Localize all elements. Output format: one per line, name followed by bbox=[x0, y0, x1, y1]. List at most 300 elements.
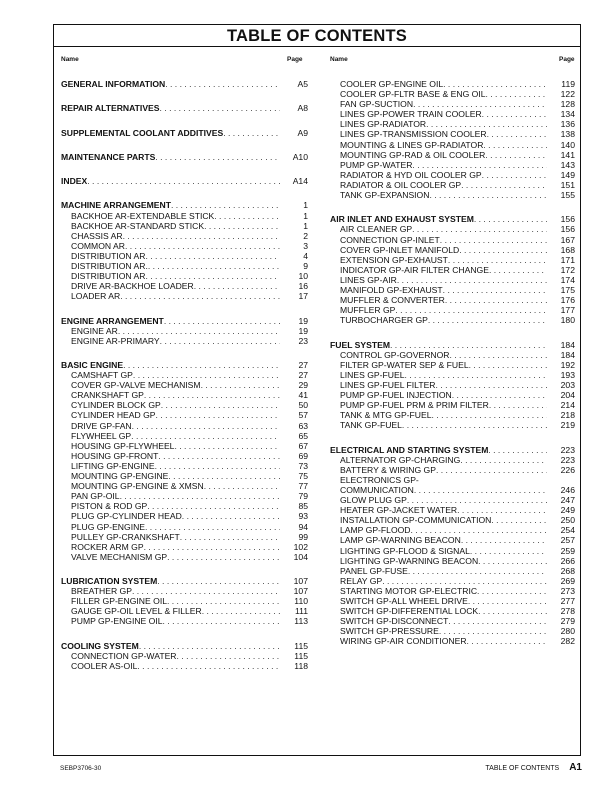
entry-page-number: 257 bbox=[560, 535, 575, 546]
toc-entry[interactable] bbox=[61, 380, 308, 390]
entry-name: TANK GP-EXPANSION bbox=[340, 190, 430, 201]
toc-entry[interactable] bbox=[330, 79, 575, 89]
dot-leader bbox=[457, 505, 547, 515]
entry-name: PUMP GP-WATER bbox=[340, 159, 413, 170]
dot-leader bbox=[201, 380, 280, 390]
toc-entry[interactable] bbox=[61, 586, 308, 596]
entry-name: LINES GP-TRANSMISSION COOLER bbox=[340, 129, 487, 140]
dot-leader bbox=[482, 170, 547, 180]
entry-page-number: 214 bbox=[560, 400, 575, 411]
entry-name: TURBOCHARGER GP bbox=[340, 315, 428, 326]
entry-name: PANEL GP-FUSE bbox=[340, 565, 408, 576]
entry-page-number: 249 bbox=[560, 505, 575, 516]
entry-page-number: 184 bbox=[560, 349, 575, 360]
toc-entry[interactable] bbox=[330, 360, 575, 370]
toc-entry[interactable] bbox=[330, 129, 575, 139]
toc-section-entry[interactable] bbox=[330, 214, 575, 224]
toc-frame bbox=[53, 24, 581, 756]
entry-name: AIR INLET AND EXHAUST SYSTEM bbox=[330, 214, 474, 225]
dot-leader bbox=[120, 291, 280, 301]
toc-section-entry[interactable] bbox=[61, 360, 308, 370]
toc-entry[interactable] bbox=[330, 535, 575, 545]
entry-name: SWITCH GP-PRESSURE bbox=[340, 626, 439, 637]
entry-name: DRIVE AR-BACKHOE LOADER bbox=[71, 281, 194, 292]
entry-page-number: 223 bbox=[560, 444, 575, 455]
toc-right-column bbox=[330, 79, 575, 646]
dot-leader bbox=[87, 176, 280, 186]
entry-name: COOLING SYSTEM bbox=[61, 640, 139, 651]
entry-page-number: 111 bbox=[294, 606, 308, 617]
dot-leader bbox=[390, 340, 547, 350]
toc-entry[interactable] bbox=[330, 265, 575, 275]
section-gap bbox=[61, 138, 308, 152]
dot-leader bbox=[485, 150, 547, 160]
entry-name: BATTERY & WIRING GP bbox=[340, 464, 436, 475]
dot-leader bbox=[165, 79, 280, 89]
toc-entry[interactable] bbox=[61, 451, 308, 461]
entry-name: ROCKER ARM GP bbox=[71, 541, 144, 552]
dot-leader bbox=[146, 271, 281, 281]
entry-name: INSTALLATION GP-COMMUNICATION bbox=[340, 515, 492, 526]
entry-name: COOLER AS-OIL bbox=[71, 660, 138, 671]
toc-entry[interactable] bbox=[330, 275, 575, 285]
toc-entry[interactable] bbox=[330, 140, 575, 150]
entry-page-number: 246 bbox=[560, 484, 575, 495]
toc-entry[interactable] bbox=[61, 400, 308, 410]
entry-name: SWITCH GP-DISCONNECT bbox=[340, 616, 449, 627]
entry-page-number: 73 bbox=[298, 460, 308, 471]
entry-page-number: 69 bbox=[298, 450, 308, 461]
entry-page-number: 167 bbox=[560, 234, 575, 245]
entry-page-number: 278 bbox=[560, 606, 575, 617]
entry-page-number: 9 bbox=[303, 260, 308, 271]
dot-leader bbox=[443, 285, 547, 295]
dot-leader bbox=[171, 200, 280, 210]
entry-name: MUFFLER GP bbox=[340, 305, 396, 316]
toc-section-entry[interactable] bbox=[61, 128, 308, 138]
entry-page-number: 119 bbox=[561, 79, 575, 89]
entry-page-number: 204 bbox=[560, 390, 575, 400]
toc-section-entry[interactable] bbox=[61, 641, 308, 651]
dot-leader bbox=[428, 315, 547, 325]
entry-name: PUMP GP-ENGINE OIL bbox=[71, 616, 163, 627]
entry-page-number: 192 bbox=[560, 359, 575, 370]
toc-entry[interactable] bbox=[330, 180, 575, 190]
dot-leader bbox=[123, 360, 280, 370]
dot-leader bbox=[133, 370, 280, 380]
entry-name: TANK & MTG GP-FUEL bbox=[340, 410, 432, 421]
toc-entry[interactable] bbox=[330, 485, 575, 495]
toc-entry[interactable] bbox=[61, 241, 308, 251]
entry-page-number: 3 bbox=[303, 240, 308, 251]
entry-name: CYLINDER BLOCK GP bbox=[71, 400, 161, 411]
entry-name: ALTERNATOR GP-CHARGING bbox=[340, 454, 461, 465]
dot-leader bbox=[131, 431, 280, 441]
dot-leader bbox=[478, 556, 547, 566]
toc-entry[interactable] bbox=[61, 431, 308, 441]
dot-leader bbox=[429, 190, 547, 200]
toc-entry[interactable] bbox=[61, 231, 308, 241]
toc-entry[interactable] bbox=[61, 481, 308, 491]
entry-name: LINES GP-RADIATOR bbox=[340, 119, 427, 130]
dot-leader bbox=[167, 552, 280, 562]
dot-leader bbox=[461, 180, 547, 190]
toc-entry[interactable] bbox=[330, 150, 575, 160]
dot-leader bbox=[467, 636, 547, 646]
dot-leader bbox=[202, 606, 280, 616]
toc-entry[interactable] bbox=[330, 465, 575, 475]
toc-entry[interactable] bbox=[330, 400, 575, 410]
entry-name: LUBRICATION SYSTEM bbox=[61, 576, 158, 587]
section-gap bbox=[61, 113, 308, 127]
entry-name: MOUNTING GP-ENGINE bbox=[71, 471, 169, 482]
section-gap bbox=[330, 430, 575, 444]
toc-entry[interactable] bbox=[330, 119, 575, 129]
section-gap bbox=[330, 325, 575, 339]
entry-page-number: 102 bbox=[293, 541, 308, 552]
entry-name: COVER GP-VALVE MECHANISM bbox=[71, 380, 201, 391]
entry-page-number: A9 bbox=[297, 127, 308, 138]
entry-page-number: 65 bbox=[298, 430, 308, 441]
toc-entry[interactable] bbox=[61, 532, 308, 542]
toc-entry[interactable] bbox=[330, 495, 575, 505]
toc-entry[interactable] bbox=[330, 505, 575, 515]
dot-leader bbox=[145, 522, 280, 532]
toc-entry[interactable] bbox=[61, 326, 308, 336]
entry-page-number: 156 bbox=[560, 224, 575, 235]
toc-entry[interactable] bbox=[61, 461, 308, 471]
toc-entry[interactable] bbox=[61, 522, 308, 532]
toc-entry[interactable] bbox=[330, 626, 575, 636]
entry-page-number: 1 bbox=[303, 210, 308, 221]
dot-leader bbox=[489, 265, 547, 275]
toc-section-entry[interactable] bbox=[61, 79, 308, 89]
entry-name: FILLER GP-ENGINE OIL bbox=[71, 596, 167, 607]
section-gap bbox=[61, 301, 308, 315]
toc-left-column bbox=[61, 79, 308, 671]
dot-leader bbox=[204, 481, 280, 491]
entry-page-number: 141 bbox=[560, 149, 575, 160]
dot-leader bbox=[414, 485, 547, 495]
toc-entry[interactable] bbox=[330, 515, 575, 525]
toc-entry[interactable] bbox=[330, 606, 575, 616]
toc-entry[interactable] bbox=[330, 315, 575, 325]
dot-leader bbox=[157, 576, 280, 586]
toc-entry[interactable] bbox=[330, 295, 575, 305]
toc-entry[interactable] bbox=[61, 542, 308, 552]
entry-name: CHASSIS AR bbox=[71, 230, 123, 241]
entry-page-number: 99 bbox=[298, 531, 308, 542]
toc-entry[interactable] bbox=[330, 616, 575, 626]
toc-entry[interactable] bbox=[61, 281, 308, 291]
entry-name: COVER GP-INLET MANIFOLD bbox=[340, 244, 460, 255]
toc-entry[interactable] bbox=[330, 190, 575, 200]
toc-entry[interactable] bbox=[61, 271, 308, 281]
toc-section-entry[interactable] bbox=[61, 576, 308, 586]
toc-section-entry[interactable] bbox=[330, 445, 575, 455]
toc-section-entry[interactable] bbox=[61, 103, 308, 113]
entry-page-number: 226 bbox=[560, 464, 575, 475]
entry-page-number: 269 bbox=[560, 575, 575, 586]
entry-name: SWITCH GP-ALL WHEEL DRIVE bbox=[340, 595, 468, 606]
dot-leader bbox=[482, 109, 547, 119]
entry-name: RADIATOR & OIL COOLER GP bbox=[340, 179, 462, 190]
entry-page-number: 29 bbox=[298, 380, 308, 391]
section-gap bbox=[61, 186, 308, 200]
entry-page-number: 223 bbox=[560, 454, 575, 465]
dot-leader bbox=[158, 451, 280, 461]
entry-name: INDICATOR GP-AIR FILTER CHANGE bbox=[340, 264, 489, 275]
toc-entry[interactable] bbox=[61, 221, 308, 231]
dot-leader bbox=[450, 350, 548, 360]
dot-leader bbox=[147, 501, 280, 511]
entry-name: HOUSING GP-FRONT bbox=[71, 450, 159, 461]
entry-page-number: 85 bbox=[298, 501, 308, 512]
entry-name: GAUGE GP-OIL LEVEL & FILLER bbox=[71, 606, 202, 617]
dot-leader bbox=[474, 214, 547, 224]
entry-page-number: 79 bbox=[298, 491, 308, 502]
section-gap bbox=[61, 89, 308, 103]
footer-section: TABLE OF CONTENTS bbox=[485, 765, 560, 772]
section-gap bbox=[61, 346, 308, 360]
entry-name: BREATHER GP bbox=[71, 586, 132, 597]
toc-entry[interactable] bbox=[61, 421, 308, 431]
entry-name: RELAY GP bbox=[340, 575, 383, 586]
toc-entry[interactable] bbox=[330, 586, 575, 596]
dot-leader bbox=[486, 89, 548, 99]
toc-entry[interactable] bbox=[330, 380, 575, 390]
toc-entry[interactable] bbox=[330, 245, 575, 255]
dot-leader bbox=[395, 305, 547, 315]
dot-leader bbox=[174, 441, 280, 451]
entry-page-number: 19 bbox=[298, 315, 308, 326]
toc-entry[interactable] bbox=[330, 305, 575, 315]
dot-leader bbox=[436, 465, 547, 475]
entry-name: AIR CLEANER GP bbox=[340, 224, 413, 235]
toc-entry[interactable] bbox=[330, 556, 575, 566]
entry-name: EXTENSION GP-EXHAUST bbox=[340, 254, 448, 265]
dot-leader bbox=[160, 336, 280, 346]
entry-page-number: 75 bbox=[298, 471, 308, 482]
entry-name: LAMP GP-WARNING BEACON bbox=[340, 535, 461, 546]
entry-page-number: 4 bbox=[303, 250, 308, 261]
dot-leader bbox=[156, 410, 280, 420]
dot-leader bbox=[397, 275, 547, 285]
toc-entry[interactable] bbox=[330, 350, 575, 360]
dot-leader bbox=[413, 99, 547, 109]
dot-leader bbox=[436, 380, 547, 390]
toc-entry[interactable] bbox=[330, 596, 575, 606]
entry-name: MANIFOLD GP-EXHAUST bbox=[340, 284, 443, 295]
entry-page-number: 259 bbox=[560, 545, 575, 556]
entry-name: SUPPLEMENTAL COOLANT ADDITIVES bbox=[61, 127, 224, 138]
entry-name: STARTING MOTOR GP-ELECTRIC bbox=[340, 585, 478, 596]
dot-leader bbox=[469, 360, 547, 370]
left-page-header: Page bbox=[287, 56, 303, 63]
dot-leader bbox=[478, 606, 547, 616]
toc-section-entry[interactable] bbox=[61, 176, 308, 186]
toc-entry[interactable] bbox=[330, 255, 575, 265]
entry-name: LAMP GP-FLOOD bbox=[340, 525, 411, 536]
dot-leader bbox=[448, 616, 547, 626]
entry-page-number: 67 bbox=[298, 440, 308, 451]
entry-page-number: 168 bbox=[560, 244, 575, 255]
dot-leader bbox=[487, 129, 547, 139]
toc-entry[interactable] bbox=[61, 211, 308, 221]
entry-name: LIGHTING GP-WARNING BEACON bbox=[340, 555, 479, 566]
toc-entry[interactable] bbox=[61, 501, 308, 511]
toc-section-entry[interactable] bbox=[61, 200, 308, 210]
dot-leader bbox=[132, 421, 280, 431]
entry-page-number: 122 bbox=[560, 89, 575, 100]
entry-name: HEATER GP-JACKET WATER bbox=[340, 505, 458, 516]
toc-entry[interactable] bbox=[61, 491, 308, 501]
toc-entry[interactable] bbox=[61, 336, 308, 346]
entry-name: DISTRIBUTION AR. bbox=[71, 260, 148, 271]
toc-entry[interactable] bbox=[330, 410, 575, 420]
toc-entry[interactable] bbox=[61, 261, 308, 271]
toc-entry[interactable] bbox=[61, 511, 308, 521]
entry-name: PLUG GP-CYLINDER HEAD bbox=[71, 511, 182, 522]
toc-entry[interactable] bbox=[61, 370, 308, 380]
entry-page-number: 193 bbox=[560, 369, 575, 380]
section-gap bbox=[330, 200, 575, 214]
dot-leader bbox=[148, 261, 280, 271]
entry-page-number: 171 bbox=[560, 254, 575, 265]
entry-page-number: 10 bbox=[298, 271, 308, 282]
entry-name: DISTRIBUTION AR bbox=[71, 250, 146, 261]
entry-name: LIFTING GP-ENGINE bbox=[71, 460, 155, 471]
dot-leader bbox=[144, 542, 280, 552]
toc-entry[interactable] bbox=[330, 525, 575, 535]
entry-page-number: 175 bbox=[560, 284, 575, 295]
entry-page-number: 113 bbox=[294, 616, 308, 627]
entry-page-number: 250 bbox=[560, 515, 575, 526]
toc-entry[interactable] bbox=[330, 576, 575, 586]
entry-name: LIGHTING GP-FLOOD & SIGNAL bbox=[340, 545, 470, 556]
entry-page-number: 27 bbox=[298, 360, 308, 370]
dot-leader bbox=[404, 370, 547, 380]
entry-page-number: 174 bbox=[560, 274, 575, 285]
toc-entry[interactable] bbox=[61, 251, 308, 261]
entry-page-number: A5 bbox=[297, 79, 308, 89]
entry-page-number: 1 bbox=[303, 200, 308, 211]
dot-leader bbox=[194, 281, 280, 291]
dot-leader bbox=[488, 445, 547, 455]
toc-entry[interactable] bbox=[330, 420, 575, 430]
toc-entry[interactable] bbox=[61, 661, 308, 671]
toc-entry[interactable] bbox=[330, 390, 575, 400]
toc-entry[interactable] bbox=[61, 596, 308, 606]
dot-leader bbox=[470, 546, 547, 556]
dot-leader bbox=[432, 410, 547, 420]
toc-entry[interactable] bbox=[330, 636, 575, 646]
toc-entry[interactable] bbox=[61, 606, 308, 616]
toc-entry[interactable] bbox=[330, 224, 575, 234]
toc-section-entry[interactable] bbox=[61, 152, 308, 162]
dot-leader bbox=[460, 455, 547, 465]
dot-leader bbox=[155, 152, 280, 162]
dot-leader bbox=[163, 616, 280, 626]
dot-leader bbox=[448, 255, 547, 265]
dot-leader bbox=[137, 661, 280, 671]
dot-leader bbox=[440, 235, 547, 245]
entry-name: ENGINE AR-PRIMARY bbox=[71, 335, 160, 346]
toc-entry[interactable] bbox=[330, 455, 575, 465]
section-gap bbox=[61, 162, 308, 176]
entry-name: PUMP GP-FUEL INJECTION bbox=[340, 390, 452, 400]
entry-page-number: 27 bbox=[298, 370, 308, 381]
toc-entry[interactable] bbox=[61, 651, 308, 661]
dot-leader bbox=[445, 295, 547, 305]
entry-page-number: 172 bbox=[560, 264, 575, 275]
entry-name: HOUSING GP-FLYWHEEL bbox=[71, 440, 175, 451]
entry-name: VALVE MECHANISM GP bbox=[71, 551, 168, 562]
toc-entry[interactable] bbox=[61, 291, 308, 301]
entry-name: MACHINE ARRANGEMENT bbox=[61, 200, 171, 211]
toc-entry[interactable] bbox=[330, 370, 575, 380]
toc-section-entry[interactable] bbox=[330, 340, 575, 350]
toc-entry[interactable] bbox=[61, 552, 308, 562]
right-page-header: Page bbox=[559, 56, 575, 63]
toc-entry[interactable] bbox=[330, 546, 575, 556]
entry-page-number: 136 bbox=[560, 119, 575, 130]
entry-name: BACKHOE AR-STANDARD STICK bbox=[71, 220, 205, 231]
entry-page-number: A8 bbox=[297, 103, 308, 114]
toc-section-entry[interactable] bbox=[61, 316, 308, 326]
entry-name: FAN GP-SUCTION bbox=[340, 99, 414, 110]
toc-entry[interactable] bbox=[330, 475, 575, 485]
toc-entry[interactable] bbox=[61, 441, 308, 451]
entry-page-number: 247 bbox=[560, 495, 575, 506]
toc-entry[interactable] bbox=[330, 285, 575, 295]
toc-entry[interactable] bbox=[330, 109, 575, 119]
entry-name: LOADER AR bbox=[71, 291, 121, 302]
toc-entry[interactable] bbox=[330, 160, 575, 170]
entry-page-number: 93 bbox=[298, 511, 308, 522]
toc-entry[interactable] bbox=[330, 89, 575, 99]
footer-page-number: A1 bbox=[569, 762, 582, 773]
dot-leader bbox=[161, 400, 280, 410]
toc-entry[interactable] bbox=[61, 410, 308, 420]
toc-entry[interactable] bbox=[61, 471, 308, 481]
entry-page-number: 94 bbox=[298, 521, 308, 532]
entry-page-number: 140 bbox=[560, 139, 575, 150]
entry-page-number: 128 bbox=[560, 99, 575, 110]
dot-leader bbox=[491, 515, 547, 525]
dot-leader bbox=[160, 103, 280, 113]
toc-entry[interactable] bbox=[330, 170, 575, 180]
toc-entry[interactable] bbox=[330, 99, 575, 109]
dot-leader bbox=[426, 119, 547, 129]
dot-leader bbox=[146, 251, 281, 261]
entry-page-number: 77 bbox=[298, 481, 308, 492]
entry-name: CONNECTION GP-WATER bbox=[71, 650, 177, 661]
entry-page-number: 138 bbox=[560, 129, 575, 140]
entry-page-number: 50 bbox=[298, 400, 308, 411]
toc-entry[interactable] bbox=[330, 566, 575, 576]
toc-entry[interactable] bbox=[61, 390, 308, 400]
entry-name: PULLEY GP-CRANKSHAFT bbox=[71, 531, 180, 542]
toc-entry[interactable] bbox=[330, 235, 575, 245]
dot-leader bbox=[407, 495, 547, 505]
entry-page-number: 41 bbox=[298, 390, 308, 401]
entry-page-number: 107 bbox=[293, 576, 308, 587]
entry-name: BASIC ENGINE bbox=[61, 360, 124, 370]
dot-leader bbox=[139, 641, 280, 651]
toc-entry[interactable] bbox=[61, 616, 308, 626]
dot-leader bbox=[443, 79, 547, 89]
